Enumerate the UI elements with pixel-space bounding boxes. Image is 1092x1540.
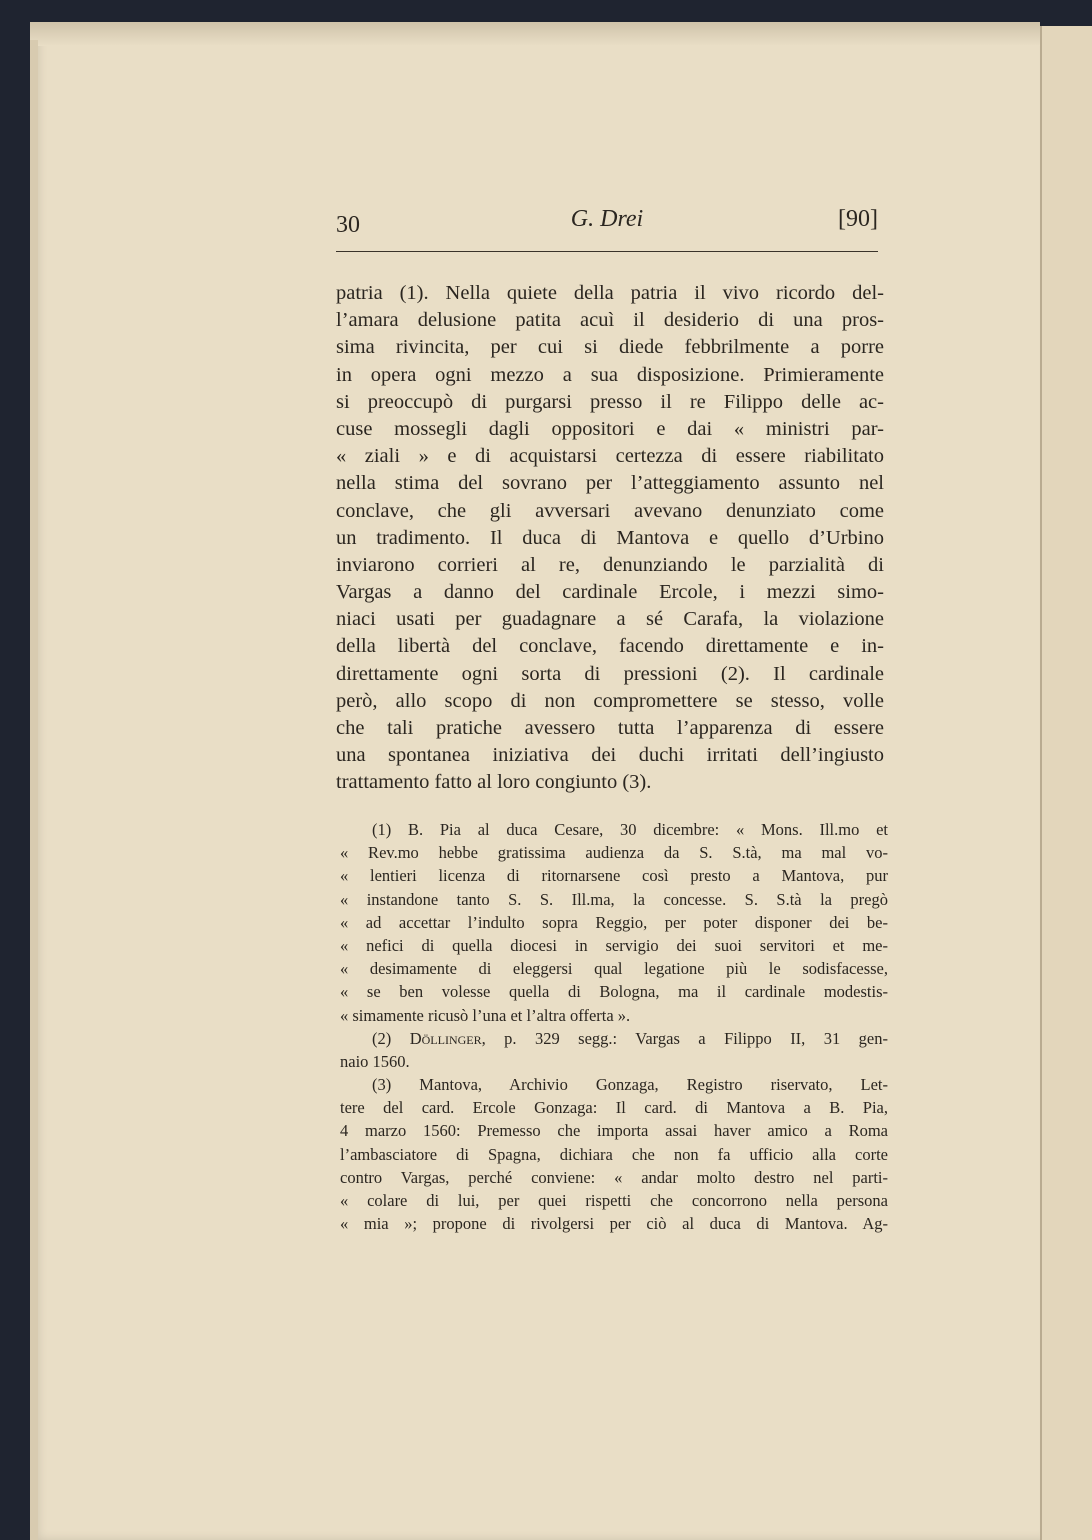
footnote-3-line: l’ambasciatore di Spagna, dichiara che non fa ufficio alla corte <box>340 1144 888 1164</box>
footnote-2-line <box>340 1027 888 1050</box>
page-header <box>336 206 878 242</box>
running-head: G. Drei <box>570 206 644 232</box>
body-line: una spontanea iniziativa dei duchi irritati dell’ingiusto <box>336 744 884 767</box>
original-page-number: [90] <box>838 206 878 232</box>
header-rule <box>336 251 878 252</box>
body-line: che tali pratiche avessero tutta l’apparenza di essere <box>336 717 884 739</box>
footnote-1-line: « ad accettar l’indulto sopra Reggio, per poter disponer dei be- <box>340 912 888 932</box>
footnote-2-number: (2) <box>372 1028 392 1048</box>
footnote-3-line: (3) Mantova, Archivio Gonzaga, Registro riservato, Let- <box>372 1075 888 1095</box>
footnote-1-line: (1) B. Pia al duca Cesare, 30 dicembre: « Mons. Ill.mo et <box>372 820 888 839</box>
body-line: nella stima del sovrano per l’atteggiamento assunto nel <box>336 472 884 495</box>
footnote-1-line: « Rev.mo hebbe gratissima audienza da S. S.tà, ma mal vo- <box>340 843 888 863</box>
body-line: direttamente ogni sorta di pressioni (2). Il cardinale <box>336 662 884 685</box>
footnote-3-line: « colare di lui, per quei rispetti che concorrono nella persona <box>340 1191 888 1210</box>
body-line: « ziali » e di acquistarsi certezza di essere riabilitato <box>336 445 884 468</box>
body-text <box>336 280 884 797</box>
footnote-1-line: « se ben volesse quella di Bologna, ma il cardinale modestis- <box>340 982 888 1002</box>
body-line: conclave, che gli avversari avevano denunziato come <box>336 499 884 522</box>
footnote-1-line: « lentieri licenza di ritornarsene così presto a Mantova, pur <box>340 866 888 886</box>
page-top-edge <box>30 22 1040 46</box>
body-line: inviarono corrieri al re, denunziando le parzialità di <box>336 553 884 576</box>
body-line: cuse mossegli dagli oppositori e dai « ministri par- <box>336 417 884 440</box>
footnote-2-author: Döllinger <box>409 1028 482 1048</box>
body-line: niaci usati per guadagnare a sé Carafa, la violazione <box>336 608 884 631</box>
body-line: trattamento fatto al loro congiunto (3). <box>336 771 652 794</box>
footnote-2-line: naio 1560. <box>340 1051 410 1071</box>
adjacent-page-edge <box>1040 26 1092 1540</box>
body-line: un tradimento. Il duca di Mantova e quello d’Urbino <box>336 526 884 549</box>
footnotes <box>340 818 888 1235</box>
body-line: in opera ogni mezzo a sua disposizione. Primieramente <box>336 363 884 386</box>
footnote-3-line: « mia »; propone di rivolgersi per ciò al duca di Mantova. Ag- <box>340 1214 888 1234</box>
body-line: l’amara delusione patita acuì il desiderio di una pros- <box>336 309 884 332</box>
footnote-3-line: tere del card. Ercole Gonzaga: Il card. di Mantova a B. Pia, <box>340 1098 888 1118</box>
body-line: Vargas a danno del cardinale Ercole, i mezzi simo- <box>336 581 884 604</box>
body-line: si preoccupò di purgarsi presso il re Filippo delle ac- <box>336 390 884 413</box>
footnote-1-line: « nefici di quella diocesi in servigio dei suoi servitori et me- <box>340 935 888 955</box>
body-line: però, allo scopo di non compromettere se stesso, volle <box>336 689 884 712</box>
body-line: sima rivincita, per cui si diede febbrilmente a porre <box>336 336 884 359</box>
footnote-2-text: , p. 329 segg.: Vargas a Filippo II, 31 gen- <box>481 1028 889 1048</box>
footnote-3-line: 4 marzo 1560: Premesso che importa assai haver amico a Roma <box>340 1121 888 1141</box>
body-line: della libertà del conclave, facendo direttamente e in- <box>336 635 884 658</box>
body-line: patria (1). Nella quiete della patria il vivo ricordo del- <box>336 282 884 304</box>
footnote-1-line: « desimamente di eleggersi qual legatione più le sodisfacesse, <box>340 959 888 979</box>
footnote-1-line: « instandone tanto S. S. Ill.ma, la concesse. S. S.tà la pregò <box>340 889 888 909</box>
page-number: 30 <box>336 212 360 238</box>
page-binding-edge <box>30 40 38 1540</box>
footnote-1-line: « simamente ricusò l’una et l’altra offerta ». <box>340 1005 631 1025</box>
footnote-3-line: contro Vargas, perché conviene: « andar molto destro nel parti- <box>340 1167 888 1187</box>
